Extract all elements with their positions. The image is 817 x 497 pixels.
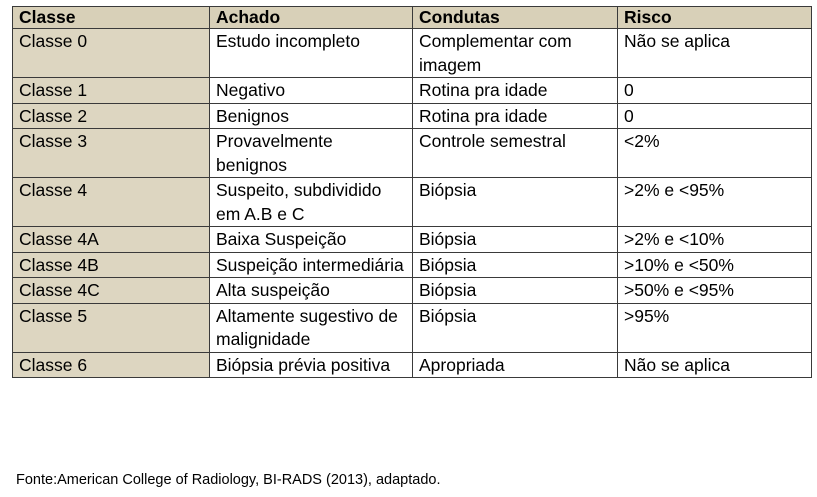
cell-classe: Classe 4 xyxy=(13,178,210,227)
cell-classe: Classe 2 xyxy=(13,103,210,129)
cell-condutas: Rotina pra idade xyxy=(413,103,618,129)
table-row xyxy=(13,303,812,352)
cell-condutas: Complementar com imagem xyxy=(413,29,618,78)
cell-achado: Suspeito, subdividido em A.B e C xyxy=(210,178,413,227)
table-row xyxy=(13,129,812,178)
cell-risco: <2% xyxy=(618,129,812,178)
header-achado: Achado xyxy=(210,7,413,29)
cell-achado: Benignos xyxy=(210,103,413,129)
table-row xyxy=(13,252,812,278)
cell-achado: Baixa Suspeição xyxy=(210,227,413,253)
table-row xyxy=(13,227,812,253)
header-risco: Risco xyxy=(618,7,812,29)
cell-risco: >50% e <95% xyxy=(618,278,812,304)
cell-risco: 0 xyxy=(618,103,812,129)
cell-condutas: Biópsia xyxy=(413,303,618,352)
cell-condutas: Biópsia xyxy=(413,227,618,253)
cell-classe: Classe 0 xyxy=(13,29,210,78)
cell-classe: Classe 5 xyxy=(13,303,210,352)
header-row xyxy=(13,7,812,29)
cell-classe: Classe 4B xyxy=(13,252,210,278)
cell-classe: Classe 4A xyxy=(13,227,210,253)
table-row xyxy=(13,352,812,378)
cell-risco: Não se aplica xyxy=(618,352,812,378)
cell-classe: Classe 1 xyxy=(13,78,210,104)
cell-risco: 0 xyxy=(618,78,812,104)
cell-achado: Estudo incompleto xyxy=(210,29,413,78)
cell-risco: >2% e <95% xyxy=(618,178,812,227)
cell-condutas: Biópsia xyxy=(413,252,618,278)
table-row xyxy=(13,178,812,227)
cell-risco: >2% e <10% xyxy=(618,227,812,253)
cell-classe: Classe 3 xyxy=(13,129,210,178)
cell-condutas: Apropriada xyxy=(413,352,618,378)
cell-classe: Classe 6 xyxy=(13,352,210,378)
cell-condutas: Biópsia xyxy=(413,178,618,227)
cell-achado: Biópsia prévia positiva xyxy=(210,352,413,378)
cell-condutas: Controle semestral xyxy=(413,129,618,178)
cell-achado: Suspeição intermediária xyxy=(210,252,413,278)
table-row xyxy=(13,29,812,78)
cell-classe: Classe 4C xyxy=(13,278,210,304)
header-classe: Classe xyxy=(13,7,210,29)
table-row xyxy=(13,278,812,304)
cell-condutas: Biópsia xyxy=(413,278,618,304)
table-row xyxy=(13,103,812,129)
source-caption: Fonte:American College of Radiology, BI-RADS (2013), adaptado. xyxy=(16,472,441,488)
header-condutas: Condutas xyxy=(413,7,618,29)
table-row xyxy=(13,78,812,104)
cell-achado: Negativo xyxy=(210,78,413,104)
cell-achado: Alta suspeição xyxy=(210,278,413,304)
birads-table xyxy=(12,6,812,378)
cell-achado: Altamente sugestivo de malignidade xyxy=(210,303,413,352)
cell-condutas: Rotina pra idade xyxy=(413,78,618,104)
cell-risco: Não se aplica xyxy=(618,29,812,78)
cell-risco: >10% e <50% xyxy=(618,252,812,278)
cell-achado: Provavelmente benignos xyxy=(210,129,413,178)
cell-risco: >95% xyxy=(618,303,812,352)
